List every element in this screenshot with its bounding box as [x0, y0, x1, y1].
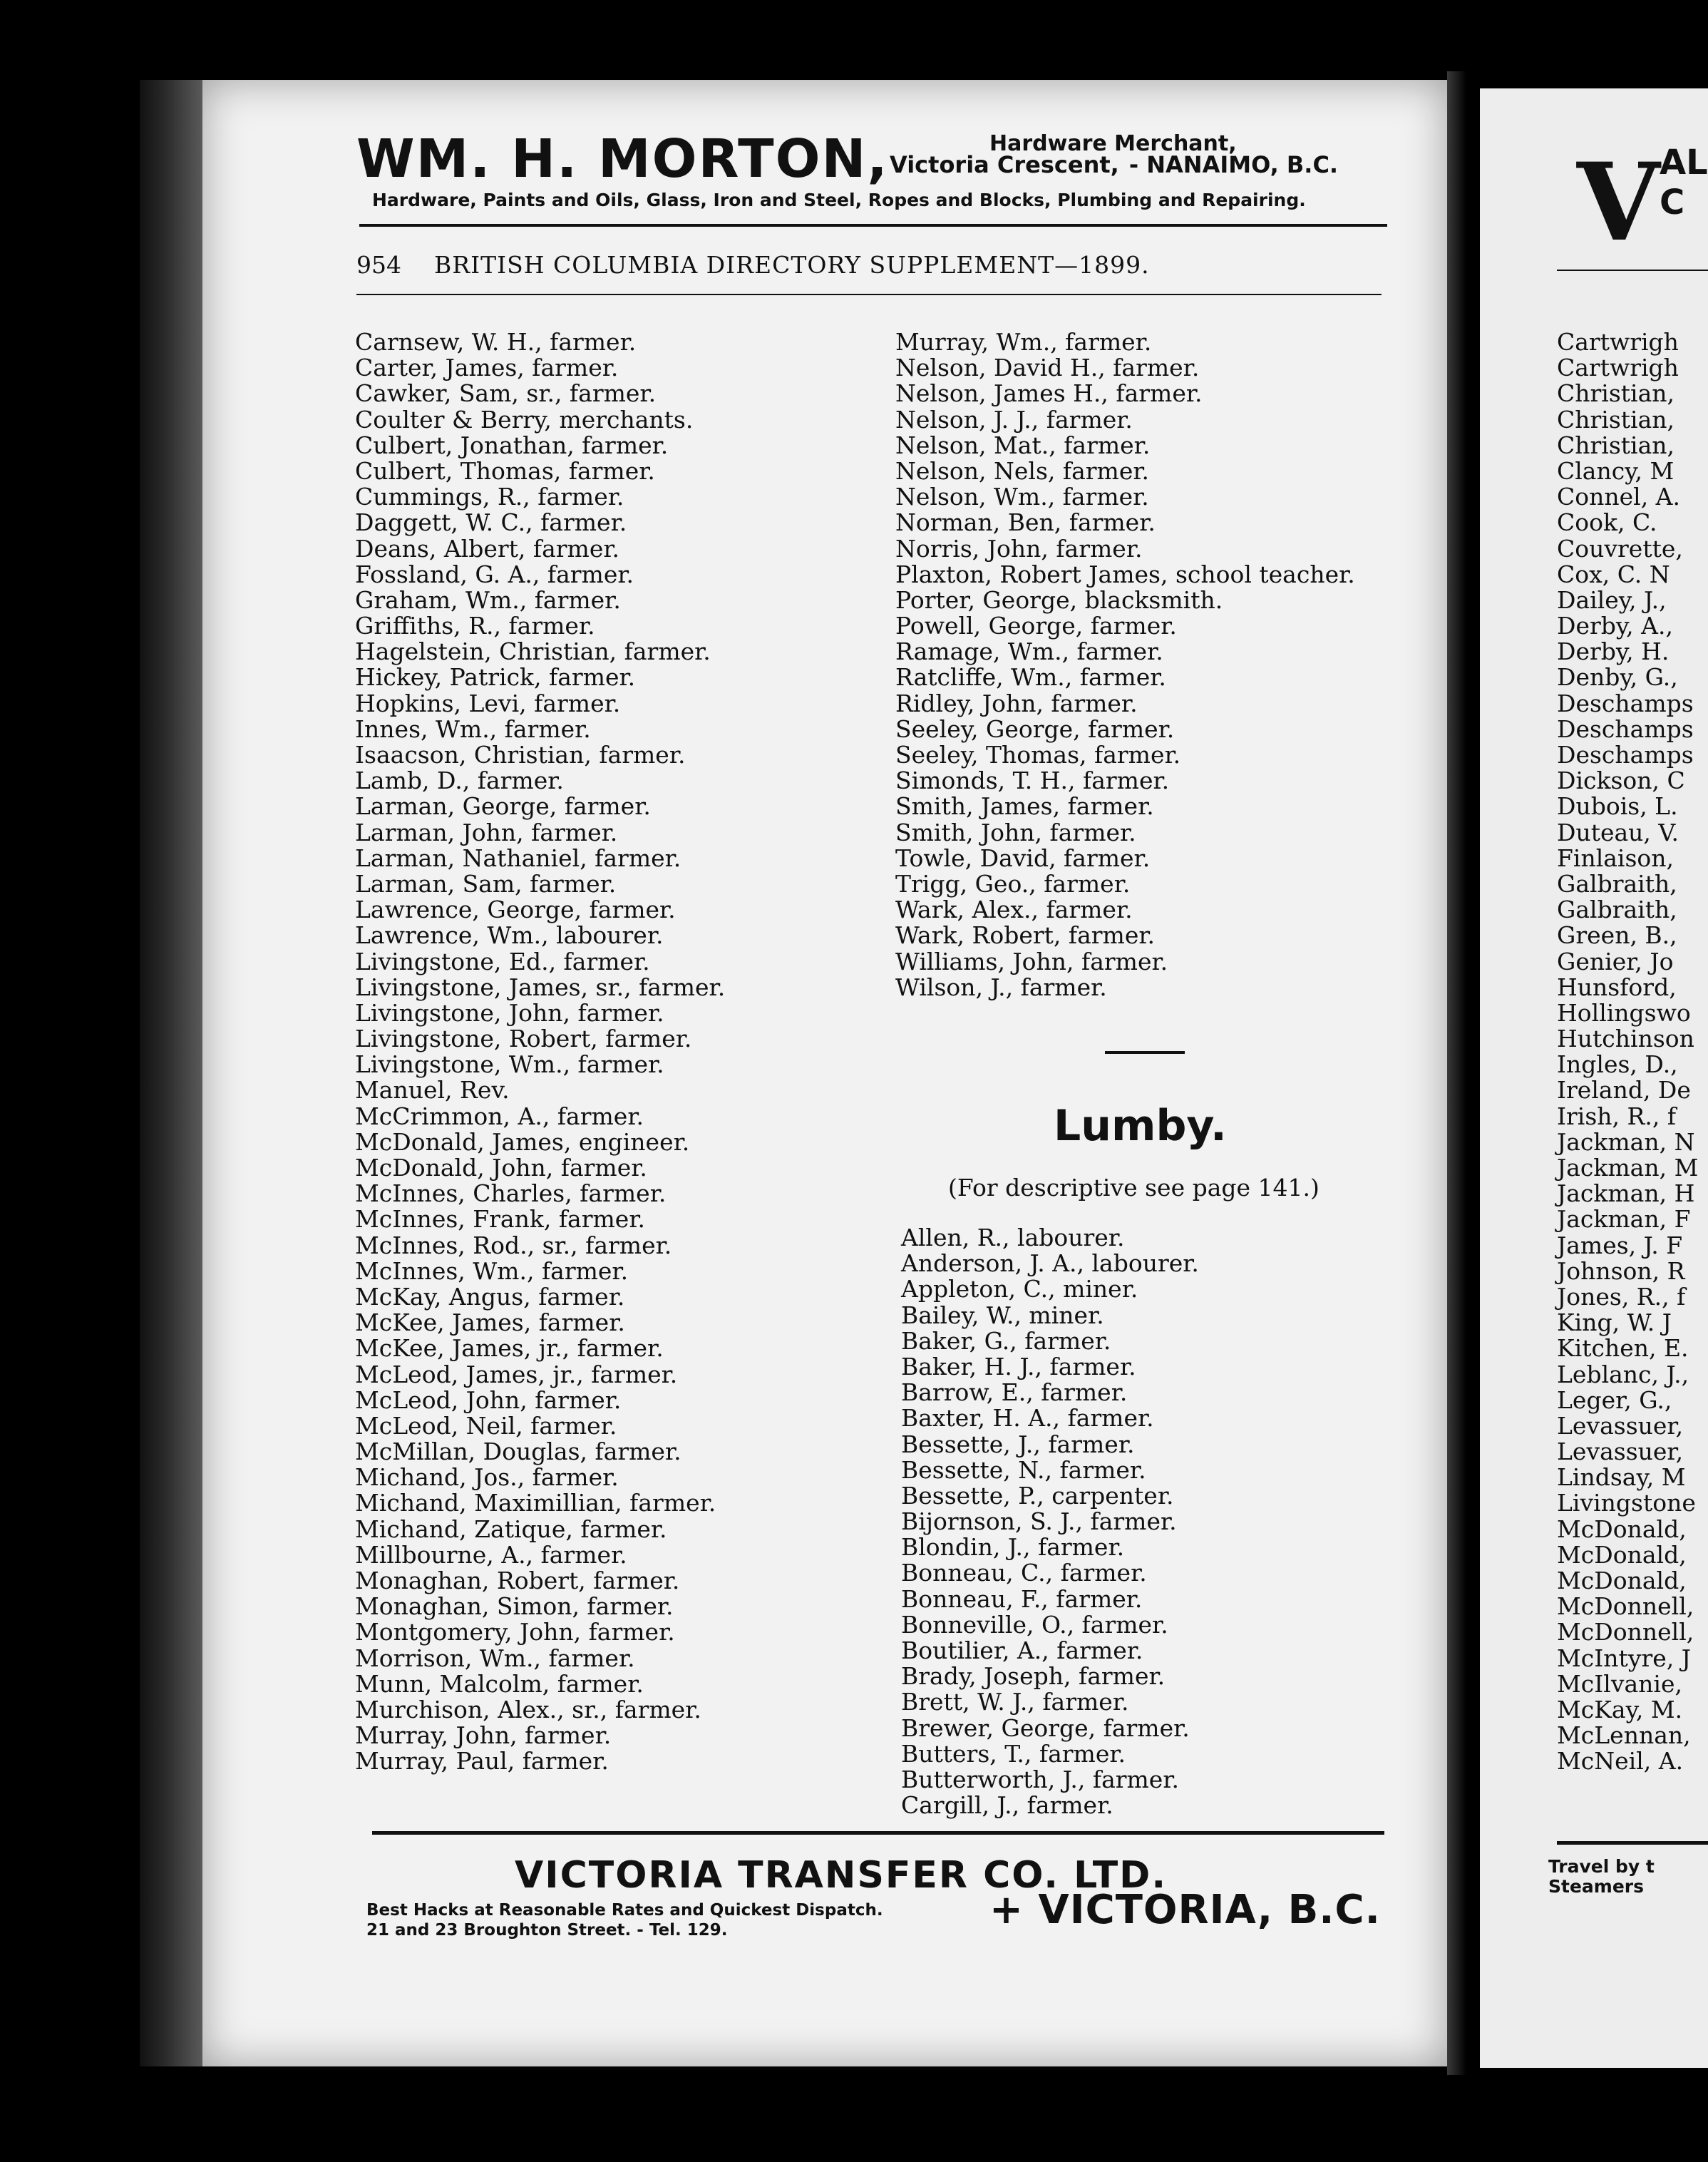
directory-entry: Murchison, Alex., sr., farmer. — [355, 1695, 701, 1723]
adjacent-footer — [1548, 1857, 1655, 1897]
adjacent-entry: Ireland, De — [1557, 1076, 1691, 1105]
adjacent-entry: Deschamps — [1557, 741, 1694, 769]
directory-entry: Bessette, J., farmer. — [901, 1430, 1135, 1458]
adjacent-entry: Dailey, J., — [1557, 585, 1667, 614]
directory-entry: Bonneville, O., farmer. — [901, 1610, 1168, 1639]
directory-entry: Wilson, J., farmer. — [895, 973, 1107, 1001]
directory-entry: Munn, Malcolm, farmer. — [355, 1669, 644, 1698]
directory-entry: Cargill, J., farmer. — [901, 1791, 1113, 1820]
directory-entry: Cummings, R., farmer. — [355, 483, 624, 511]
adjacent-entry: Hollingswo — [1557, 998, 1691, 1027]
section-divider — [1105, 1051, 1185, 1054]
directory-entry: Towle, David, farmer. — [895, 844, 1151, 872]
directory-entry: McKay, Angus, farmer. — [355, 1282, 625, 1311]
adjacent-footer-rule — [1557, 1841, 1708, 1845]
directory-entry: Hagelstein, Christian, farmer. — [355, 637, 711, 666]
adjacent-entry: McIntyre, J — [1557, 1644, 1691, 1672]
directory-entry: Cawker, Sam, sr., farmer. — [355, 379, 657, 408]
adjacent-entry: Hunsford, — [1557, 973, 1677, 1001]
directory-entry: Nelson, Wm., farmer. — [895, 483, 1149, 511]
directory-entry: Norman, Ben, farmer. — [895, 508, 1156, 537]
directory-entry: Bessette, P., carpenter. — [901, 1481, 1174, 1510]
adjacent-entry: Johnson, R — [1557, 1256, 1685, 1285]
adjacent-entry: Duteau, V. — [1557, 818, 1679, 846]
adjacent-entry: Levassuer, — [1557, 1411, 1684, 1440]
adjacent-entry: Christian, — [1557, 431, 1674, 459]
directory-entry: Nelson, Mat., farmer. — [895, 431, 1151, 459]
running-head-title: BRITISH COLUMBIA DIRECTORY SUPPLEMENT—1899. — [434, 251, 1150, 279]
adjacent-entry: Galbraith, — [1557, 869, 1677, 898]
adjacent-entry: Hutchinson — [1557, 1025, 1694, 1053]
directory-entry: Innes, Wm., farmer. — [355, 714, 591, 743]
adjacent-entry: Cox, C. N — [1557, 560, 1670, 588]
adjacent-entry: Jones, R., f — [1557, 1282, 1686, 1311]
directory-entry: McLeod, James, jr., farmer. — [355, 1360, 678, 1388]
right-column-list — [895, 329, 1355, 1000]
directory-entry: Ridley, John, farmer. — [895, 689, 1138, 717]
left-column-list — [355, 329, 725, 1775]
directory-entry: Livingstone, Ed., farmer. — [355, 947, 650, 975]
adjacent-entry: Deschamps — [1557, 689, 1694, 717]
section-title: Lumby. — [1054, 1101, 1227, 1151]
directory-entry: Nelson, J. J., farmer. — [895, 405, 1133, 434]
directory-entry: Porter, George, blacksmith. — [895, 585, 1223, 614]
adjacent-heading-top: AL — [1660, 143, 1708, 183]
directory-entry: Larman, John, farmer. — [355, 818, 618, 846]
adjacent-entry: Kitchen, E. — [1557, 1334, 1689, 1363]
adjacent-entry: Christian, — [1557, 379, 1674, 408]
adjacent-footer-line-1: Travel by t — [1548, 1856, 1655, 1877]
directory-entry: Murray, Paul, farmer. — [355, 1747, 609, 1776]
directory-entry: Isaacson, Christian, farmer. — [355, 741, 686, 769]
directory-entry: Hickey, Patrick, farmer. — [355, 663, 636, 692]
directory-entry: Boutilier, A., farmer. — [901, 1636, 1143, 1664]
adjacent-entry: McDonald, — [1557, 1515, 1687, 1543]
adjacent-header-rule — [1557, 270, 1708, 271]
advertiser-tagline: Hardware, Paints and Oils, Glass, Iron and Steel, Ropes and Blocks, Plumbing and Repairing. — [372, 190, 1306, 210]
adjacent-entry: Genier, Jo — [1557, 947, 1674, 975]
directory-entry: McKee, James, jr., farmer. — [355, 1334, 664, 1363]
directory-entry: Bonneau, C., farmer. — [901, 1559, 1147, 1587]
directory-entry: Smith, John, farmer. — [895, 818, 1136, 846]
directory-entry: Brady, Joseph, farmer. — [901, 1662, 1166, 1691]
directory-entry: Plaxton, Robert James, school teacher. — [895, 560, 1355, 588]
directory-entry: Trigg, Geo., farmer. — [895, 869, 1131, 898]
footer-line-1: Best Hacks at Reasonable Rates and Quickest Dispatch. — [366, 1901, 883, 1920]
directory-entry: McInnes, Rod., sr., farmer. — [355, 1231, 672, 1259]
directory-entry: Brewer, George, farmer. — [901, 1713, 1190, 1742]
adjacent-page-list — [1557, 329, 1698, 1775]
directory-entry: Bijornson, S. J., farmer. — [901, 1507, 1177, 1536]
directory-entry: McDonald, John, farmer. — [355, 1154, 647, 1182]
adjacent-entry: Cartwrigh — [1557, 354, 1679, 382]
directory-entry: Baxter, H. A., farmer. — [901, 1404, 1154, 1433]
directory-entry: Wark, Robert, farmer. — [895, 921, 1155, 950]
directory-entry: Lamb, D., farmer. — [355, 767, 564, 795]
running-head — [356, 251, 1150, 279]
section-note: (For descriptive see page 141.) — [948, 1174, 1319, 1202]
adjacent-entry: King, W. J — [1557, 1308, 1672, 1337]
directory-entry: Seeley, Thomas, farmer. — [895, 741, 1181, 769]
directory-entry: Barrow, E., farmer. — [901, 1378, 1128, 1407]
adjacent-entry: McIlvanie, — [1557, 1669, 1683, 1698]
directory-entry: Brett, W. J., farmer. — [901, 1688, 1129, 1716]
adjacent-entry: Irish, R., f — [1557, 1102, 1677, 1130]
footer-company: VICTORIA TRANSFER CO. LTD. — [515, 1854, 1168, 1897]
directory-entry: Norris, John, farmer. — [895, 534, 1143, 563]
directory-entry: Ramage, Wm., farmer. — [895, 637, 1163, 666]
adjacent-entry: Lindsay, M — [1557, 1463, 1686, 1492]
directory-entry: Lawrence, George, farmer. — [355, 896, 676, 924]
adjacent-entry: Ingles, D., — [1557, 1050, 1678, 1079]
adjacent-entry: McDonnell, — [1557, 1592, 1694, 1621]
directory-entry: Larman, Sam, farmer. — [355, 869, 617, 898]
directory-entry: Coulter & Berry, merchants. — [355, 405, 694, 434]
directory-entry: McInnes, Wm., farmer. — [355, 1256, 629, 1285]
directory-entry: Larman, George, farmer. — [355, 792, 651, 821]
directory-entry: Blondin, J., farmer. — [901, 1533, 1125, 1562]
adjacent-entry: Jackman, F — [1557, 1205, 1691, 1234]
adjacent-entry: McDonnell, — [1557, 1618, 1694, 1646]
adjacent-page-initial: V — [1577, 140, 1660, 265]
directory-entry: Butters, T., farmer. — [901, 1739, 1126, 1768]
directory-entry: Nelson, Nels, farmer. — [895, 456, 1149, 485]
directory-entry: Anderson, J. A., labourer. — [901, 1249, 1199, 1278]
adjacent-entry: Jackman, N — [1557, 1127, 1695, 1156]
adjacent-entry: Galbraith, — [1557, 896, 1677, 924]
directory-entry: Manuel, Rev. — [355, 1076, 510, 1105]
directory-entry: McDonald, James, engineer. — [355, 1127, 690, 1156]
adjacent-entry: Cartwrigh — [1557, 328, 1679, 356]
directory-entry: Culbert, Thomas, farmer. — [355, 456, 655, 485]
adjacent-entry: Derby, H. — [1557, 637, 1670, 666]
advertiser-address — [890, 151, 1338, 178]
directory-entry: McKee, James, farmer. — [355, 1308, 625, 1337]
directory-entry: Lawrence, Wm., labourer. — [355, 921, 664, 950]
directory-entry: Simonds, T. H., farmer. — [895, 767, 1170, 795]
directory-entry: Michand, Zatique, farmer. — [355, 1515, 667, 1543]
directory-entry: Culbert, Jonathan, farmer. — [355, 431, 669, 459]
directory-entry: Millbourne, A., farmer. — [355, 1540, 627, 1569]
advertiser-city: - NANAIMO, B.C. — [1128, 151, 1339, 178]
directory-entry: Carnsew, W. H., farmer. — [355, 328, 637, 356]
adjacent-entry: Livingstone — [1557, 1489, 1696, 1517]
directory-entry: Livingstone, Wm., farmer. — [355, 1050, 664, 1079]
directory-entry: Larman, Nathaniel, farmer. — [355, 844, 681, 872]
directory-entry: Hopkins, Levi, farmer. — [355, 689, 621, 717]
directory-entry: Nelson, James H., farmer. — [895, 379, 1203, 408]
directory-entry: Livingstone, John, farmer. — [355, 998, 664, 1027]
book-gutter — [1447, 71, 1480, 2075]
page-edge-shadow — [140, 80, 202, 2066]
directory-entry: Smith, James, farmer. — [895, 792, 1154, 821]
adjacent-entry: Dubois, L. — [1557, 792, 1678, 821]
adjacent-page-heading — [1660, 143, 1708, 222]
directory-entry: Monaghan, Robert, farmer. — [355, 1567, 680, 1594]
directory-entry: Michand, Jos., farmer. — [355, 1463, 619, 1492]
adjacent-entry: Leger, G., — [1557, 1385, 1672, 1414]
advertiser-name: WM. H. MORTON, — [356, 128, 889, 190]
directory-entry: Graham, Wm., farmer. — [355, 585, 621, 614]
directory-entry: Baker, H. J., farmer. — [901, 1352, 1136, 1380]
directory-entry: Seeley, George, farmer. — [895, 714, 1175, 743]
footer-rule — [372, 1831, 1384, 1835]
directory-entry: McMillan, Douglas, farmer. — [355, 1438, 681, 1466]
adjacent-entry: Deschamps — [1557, 714, 1694, 743]
directory-entry: Montgomery, John, farmer. — [355, 1618, 675, 1646]
directory-entry: Livingstone, James, sr., farmer. — [355, 973, 726, 1001]
directory-entry: Nelson, David H., farmer. — [895, 354, 1200, 382]
directory-entry: McLeod, John, farmer. — [355, 1385, 622, 1414]
running-head-rule — [356, 294, 1382, 295]
advertiser-business: Hardware Merchant, — [989, 131, 1237, 156]
adjacent-entry: Jackman, M — [1557, 1154, 1699, 1182]
adjacent-entry: McLennan, — [1557, 1721, 1691, 1750]
directory-entry: Fossland, G. A., farmer. — [355, 560, 634, 588]
directory-entry: Murray, John, farmer. — [355, 1721, 612, 1750]
directory-entry: Allen, R., labourer. — [901, 1224, 1125, 1251]
adjacent-entry: Finlaison, — [1557, 844, 1674, 872]
directory-entry: Michand, Maximillian, farmer. — [355, 1489, 716, 1517]
adjacent-entry: Levassuer, — [1557, 1438, 1684, 1466]
directory-entry: Carter, James, farmer. — [355, 354, 619, 382]
directory-entry: Deans, Albert, farmer. — [355, 534, 620, 563]
directory-entry: Bailey, W., miner. — [901, 1301, 1104, 1329]
adjacent-entry: McDonald, — [1557, 1540, 1687, 1569]
adjacent-entry: McDonald, — [1557, 1567, 1687, 1594]
adjacent-entry: Cook, C. — [1557, 508, 1657, 537]
adjacent-entry: Christian, — [1557, 405, 1674, 434]
page-number: 954 — [356, 251, 401, 279]
directory-entry: Morrison, Wm., farmer. — [355, 1644, 635, 1672]
adjacent-footer-line-2: Steamers — [1548, 1876, 1644, 1897]
directory-entry: Ratcliffe, Wm., farmer. — [895, 663, 1166, 692]
adjacent-heading-bottom: C — [1660, 183, 1685, 222]
footer-city: + VICTORIA, B.C. — [989, 1887, 1381, 1933]
directory-entry: Bonneau, F., farmer. — [901, 1584, 1143, 1613]
adjacent-entry: Derby, A., — [1557, 612, 1673, 640]
directory-entry: McLeod, Neil, farmer. — [355, 1411, 617, 1440]
lumby-list — [901, 1225, 1199, 1818]
directory-entry: Griffiths, R., farmer. — [355, 612, 595, 640]
directory-entry: Bessette, N., farmer. — [901, 1455, 1146, 1484]
adjacent-entry: Jackman, H — [1557, 1179, 1695, 1208]
adjacent-entry: Green, B., — [1557, 921, 1677, 950]
directory-entry: Monaghan, Simon, farmer. — [355, 1592, 674, 1621]
directory-entry: McInnes, Charles, farmer. — [355, 1179, 667, 1208]
adjacent-entry: Clancy, M — [1557, 456, 1674, 485]
adjacent-entry: McKay, M. — [1557, 1695, 1683, 1723]
directory-entry: Williams, John, farmer. — [895, 947, 1168, 975]
directory-entry: Baker, G., farmer. — [901, 1326, 1111, 1355]
directory-entry: McInnes, Frank, farmer. — [355, 1205, 645, 1234]
directory-entry: Butterworth, J., farmer. — [901, 1765, 1179, 1793]
directory-entry: Powell, George, farmer. — [895, 612, 1177, 640]
directory-entry: Appleton, C., miner. — [901, 1275, 1138, 1303]
adjacent-entry: Denby, G., — [1557, 663, 1678, 692]
adjacent-entry: Leblanc, J., — [1557, 1360, 1689, 1388]
directory-entry: Murray, Wm., farmer. — [895, 328, 1152, 356]
adjacent-entry: Couvrette, — [1557, 534, 1683, 563]
adjacent-entry: Dickson, C — [1557, 767, 1685, 795]
directory-entry: Wark, Alex., farmer. — [895, 896, 1133, 924]
directory-entry: Daggett, W. C., farmer. — [355, 508, 627, 537]
directory-entry: Livingstone, Robert, farmer. — [355, 1025, 692, 1053]
adjacent-entry: McNeil, A. — [1557, 1747, 1684, 1776]
footer-line-2: 21 and 23 Broughton Street. - Tel. 129. — [366, 1921, 728, 1940]
header-rule — [359, 224, 1387, 227]
adjacent-entry: Connel, A. — [1557, 483, 1681, 511]
adjacent-entry: James, J. F — [1557, 1231, 1683, 1259]
directory-entry: McCrimmon, A., farmer. — [355, 1102, 644, 1130]
advertiser-street: Victoria Crescent, — [890, 151, 1119, 178]
